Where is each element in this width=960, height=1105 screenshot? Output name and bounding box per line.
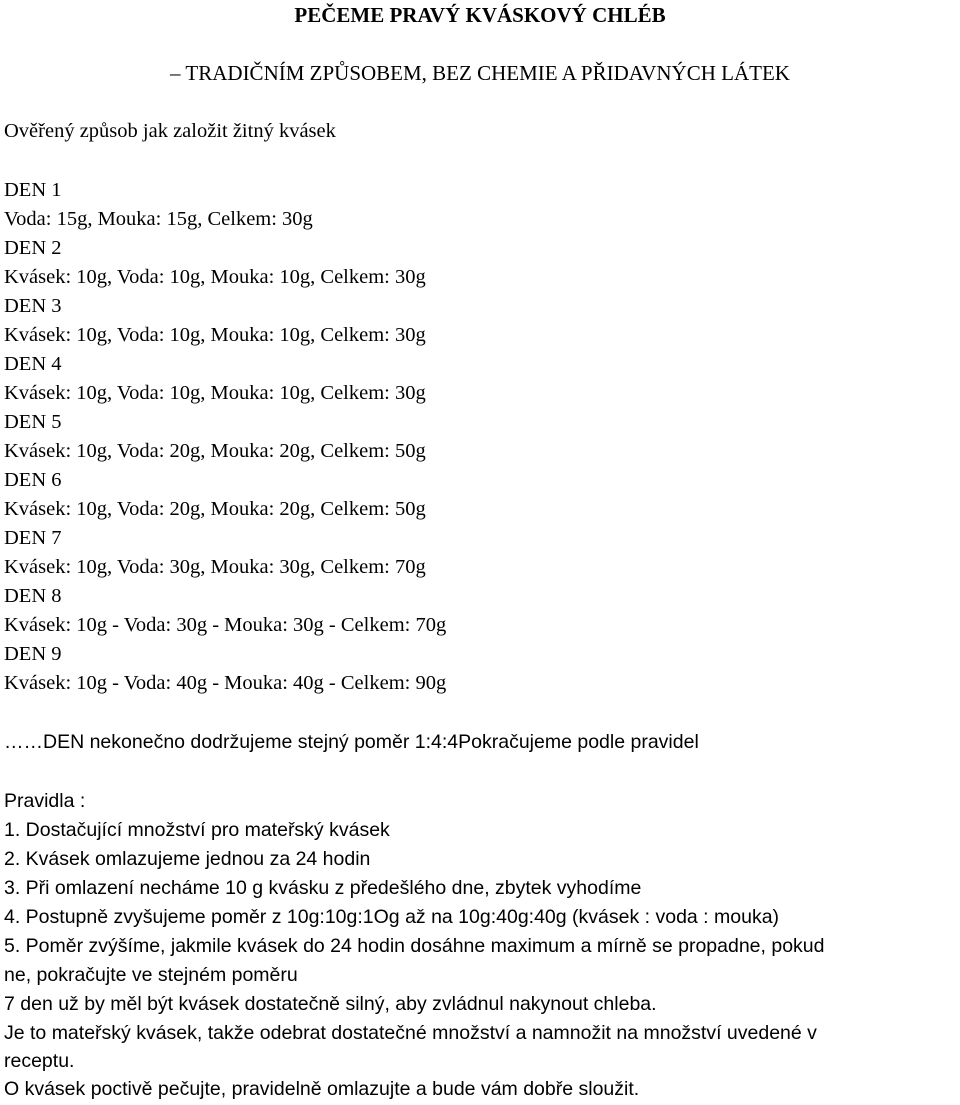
- day-recipe: Kvásek: 10g - Voda: 40g - Mouka: 40g - Celkem: 90g: [4, 672, 447, 694]
- day-recipe: Kvásek: 10g, Voda: 10g, Mouka: 10g, Celkem: 30g: [4, 382, 426, 404]
- day-label: DEN 4: [4, 353, 62, 375]
- closing-line: receptu.: [4, 1050, 75, 1072]
- closing-line: O kvásek poctivě pečujte, pravidelně omlazujte a bude vám dobře sloužit.: [4, 1078, 640, 1100]
- day-recipe: Kvásek: 10g, Voda: 10g, Mouka: 10g, Celkem: 30g: [4, 266, 426, 288]
- closing-line: 7 den už by měl být kvásek dostatečně silný, aby zvládnul nakynout chleba.: [4, 993, 657, 1015]
- closing-line: Je to mateřský kvásek, takže odebrat dostatečné množství a namnožit na množství uvedené v: [4, 1022, 817, 1044]
- day-recipe: Kvásek: 10g, Voda: 20g, Mouka: 20g, Celkem: 50g: [4, 440, 426, 462]
- day-label: DEN 5: [4, 411, 62, 433]
- rule-item: 4. Postupně zvyšujeme poměr z 10g:10g:1Og až na 10g:40g:40g (kvásek : voda : mouka): [4, 906, 780, 928]
- rule-item: 3. Při omlazení necháme 10 g kvásku z předešlého dne, zbytek vyhodíme: [4, 877, 642, 899]
- day-label: DEN 3: [4, 295, 62, 317]
- day-recipe: Kvásek: 10g, Voda: 10g, Mouka: 10g, Celkem: 30g: [4, 324, 426, 346]
- day-label: DEN 6: [4, 469, 62, 491]
- rules-heading: Pravidla :: [4, 790, 86, 812]
- rule-item-continuation: ne, pokračujte ve stejném poměru: [4, 964, 298, 986]
- day-label: DEN 7: [4, 527, 62, 549]
- document-title: PEČEME PRAVÝ KVÁSKOVÝ CHLÉB: [294, 3, 666, 27]
- day-label: DEN 8: [4, 585, 62, 607]
- day-recipe: Voda: 15g, Mouka: 15g, Celkem: 30g: [4, 208, 313, 230]
- day-label: DEN 1: [4, 179, 62, 201]
- endless-day-line: ……DEN nekonečno dodržujeme stejný poměr 1:4:4Pokračujeme podle pravidel: [4, 731, 699, 753]
- day-label: DEN 2: [4, 237, 62, 259]
- rule-item: 2. Kvásek omlazujeme jednou za 24 hodin: [4, 848, 371, 870]
- day-recipe: Kvásek: 10g, Voda: 20g, Mouka: 20g, Celkem: 50g: [4, 498, 426, 520]
- rule-item: 5. Poměr zvýšíme, jakmile kvásek do 24 hodin dosáhne maximum a mírně se propadne, pokud: [4, 935, 825, 957]
- intro-line: Ověřený způsob jak založit žitný kvásek: [4, 120, 336, 142]
- day-label: DEN 9: [4, 643, 62, 665]
- document-subtitle: – TRADIČNÍM ZPŮSOBEM, BEZ CHEMIE A PŘIDAVNÝCH LÁTEK: [170, 61, 790, 85]
- day-recipe: Kvásek: 10g - Voda: 30g - Mouka: 30g - Celkem: 70g: [4, 614, 447, 636]
- day-recipe: Kvásek: 10g, Voda: 30g, Mouka: 30g, Celkem: 70g: [4, 556, 426, 578]
- rule-item: 1. Dostačující množství pro mateřský kvásek: [4, 819, 390, 841]
